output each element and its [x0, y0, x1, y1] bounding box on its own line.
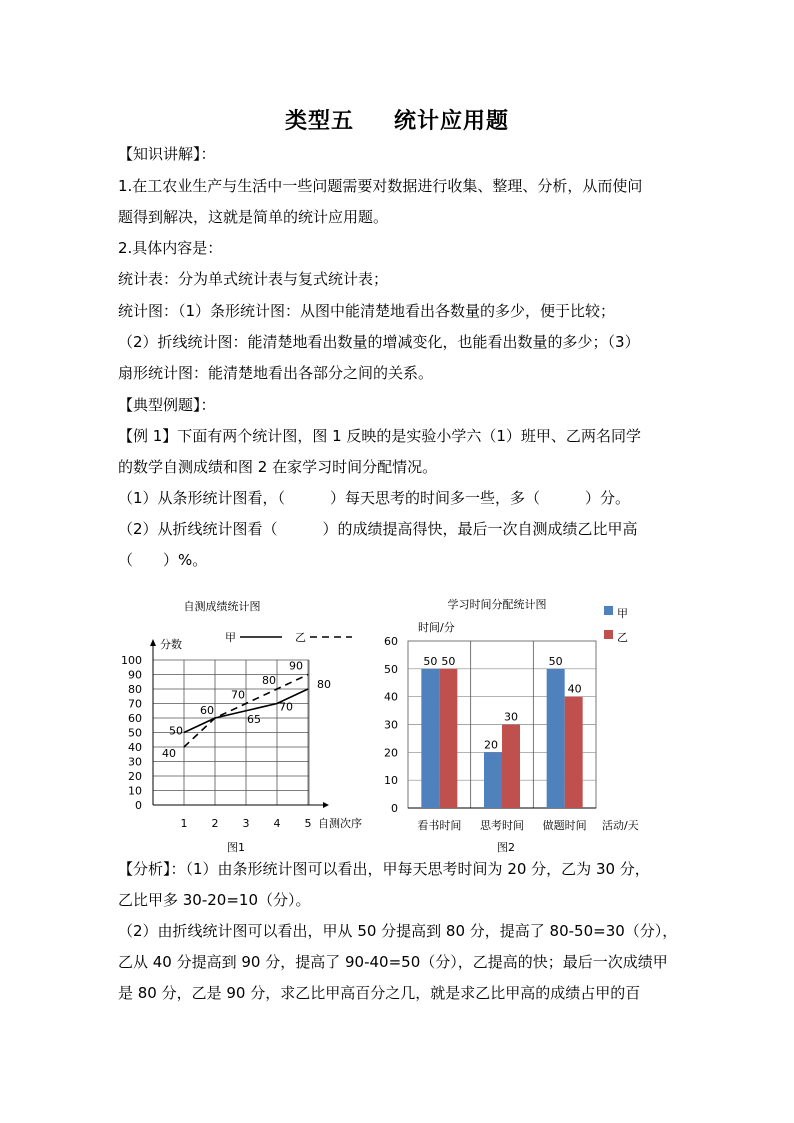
y-tick-label: 10: [128, 784, 142, 798]
legend-label: 乙: [295, 631, 306, 644]
text-line: 【典型例题】：: [118, 396, 216, 414]
text-line: 的数学自测成绩和图 2 在家学习时间分配情况。: [118, 458, 438, 476]
title-part-topic: 统计应用题: [394, 109, 510, 134]
y-tick-label: 50: [128, 726, 142, 740]
y-axis-label: 时间/分: [418, 621, 455, 634]
data-label: 30: [504, 710, 518, 724]
y-tick-label: 0: [135, 799, 142, 812]
title-part-type: 类型五: [284, 109, 354, 134]
x-tick-label: 思考时间: [480, 819, 524, 832]
text-line: 统计图：（1）条形统计图：从图中能清楚地看出各数量的多少，便于比较；: [118, 302, 616, 320]
page-title: [0, 104, 794, 135]
legend-swatch: [604, 606, 613, 615]
text-line: 【例 1】下面有两个统计图，图 1 反映的是实验小学六（1）班甲、乙两名同学: [118, 427, 641, 445]
y-tick-label: 70: [128, 697, 142, 711]
x-tick-label: 4: [273, 817, 281, 830]
data-label: 70: [279, 700, 293, 714]
chart-title: 学习时间分配统计图: [447, 598, 547, 611]
text-line: 扇形统计图：能清楚地看出各部分之间的关系。: [118, 364, 434, 382]
text-line: 1.在工农业生产与生活中一些问题需要对数据进行收集、整理、分析，从而使问: [118, 177, 643, 195]
y-tick-label: 80: [128, 683, 142, 696]
y-tick-label: 30: [384, 718, 398, 732]
text-line: 【知识讲解】：: [118, 145, 216, 163]
x-tick-label: 1: [180, 817, 188, 830]
data-label: 65: [247, 712, 261, 726]
y-tick-label: 20: [384, 746, 398, 760]
y-tick-label: 50: [384, 662, 398, 676]
text-line: （2）从折线统计图看（ ）的成绩提高得快，最后一次自测成绩乙比甲高: [118, 520, 638, 538]
analysis-line: 是 80 分，乙是 90 分，求乙比甲高百分之几，就是求乙比甲高的成绩占甲的百: [118, 984, 641, 1002]
text-line: （ ）%。: [118, 551, 208, 569]
data-label: 50: [423, 654, 438, 668]
data-label: 90: [289, 659, 303, 673]
text-line: 统计表：分为单式统计表与复式统计表；: [118, 270, 389, 288]
x-tick-label: 3: [242, 817, 250, 830]
bar-yi: [565, 697, 583, 808]
data-label: 40: [567, 682, 582, 696]
y-tick-label: 60: [384, 635, 398, 648]
y-tick-label: 90: [128, 668, 142, 682]
bar-jia: [547, 669, 565, 808]
data-label: 50: [548, 654, 563, 668]
data-label: 80: [262, 674, 276, 687]
data-label: 50: [441, 654, 456, 668]
figure-caption: 图2: [497, 841, 515, 854]
data-label: 80: [317, 678, 331, 691]
x-axis-label: 活动/天: [602, 819, 639, 832]
legend-label: 甲: [225, 631, 236, 644]
y-tick-label: 40: [128, 741, 142, 754]
data-label: 40: [162, 747, 176, 760]
analysis-line: （2）由折线统计图可以看出，甲从 50 分提高到 80 分，提高了 80-50=30（分），: [118, 922, 678, 940]
text-line: （2）折线统计图：能清楚地看出数量的增减变化，也能看出数量的多少；（3）: [118, 333, 640, 351]
y-tick-label: 0: [391, 802, 398, 815]
bar-jia: [421, 669, 439, 808]
y-tick-label: 40: [384, 690, 398, 704]
data-label: 60: [200, 704, 214, 717]
y-axis-label: 分数: [160, 638, 182, 651]
y-tick-label: 10: [384, 774, 398, 788]
analysis-line: 乙从 40 分提高到 90 分，提高了 90-40=50（分），乙提高的快；最后一次成绩甲: [118, 953, 668, 971]
y-tick-label: 30: [128, 755, 142, 769]
data-label: 50: [169, 724, 183, 738]
x-tick-label: 看书时间: [417, 819, 462, 832]
x-tick-label: 2: [211, 817, 219, 830]
analysis-line: 【分析】：（1）由条形统计图可以看出，甲每天思考时间为 20 分，乙为 30 分，: [118, 860, 650, 878]
figure-caption: 图1: [227, 841, 245, 854]
y-tick-label: 100: [121, 654, 142, 667]
data-label: 70: [231, 688, 245, 702]
legend-swatch: [604, 630, 613, 639]
bar-jia: [484, 752, 502, 808]
data-label: 20: [484, 738, 498, 752]
legend-label: 乙: [617, 631, 628, 644]
text-line: 题得到解决，这就是简单的统计应用题。: [118, 208, 389, 226]
x-axis-arrow: [323, 802, 329, 808]
y-tick-label: 20: [128, 770, 142, 783]
legend-label: 甲: [617, 607, 628, 620]
bar-yi: [502, 725, 520, 809]
y-tick-label: 60: [128, 712, 142, 725]
bar-chart-figure2: [372, 590, 672, 860]
text-line: （1）从条形统计图看，（ ）每天思考的时间多一些，多（ ）分。: [118, 489, 631, 507]
line-chart-figure1: [112, 590, 382, 860]
x-tick-label: 做题时间: [542, 819, 587, 832]
x-tick-label: 5: [304, 817, 312, 830]
chart-title: 自测成绩统计图: [183, 600, 261, 613]
bar-yi: [439, 669, 457, 808]
x-axis-label: 自测次序: [318, 817, 362, 830]
text-line: 2.具体内容是：: [118, 239, 223, 257]
analysis-line: 乙比甲多 30-20=10（分）。: [118, 891, 311, 909]
y-axis-arrow: [150, 639, 156, 646]
